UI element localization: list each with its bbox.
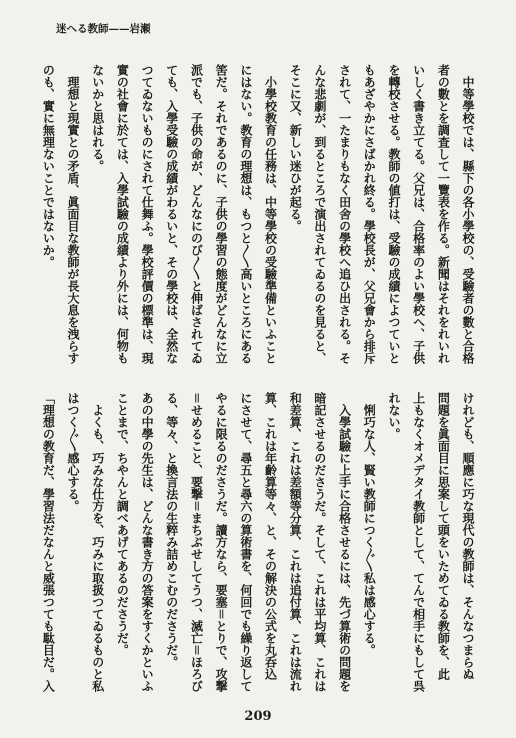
text-column: そこに又、新しい迷ひが起る。: [288, 64, 303, 232]
text-column: 筈だ。それであるのに、子供の學習の態度がどんなに立: [214, 64, 229, 364]
text-column: 中等學校では、縣下の各小學校の、受驗者の數と合格: [461, 64, 475, 364]
text-column: 問題を眞面目に思案して頭をいためてゐる教師を、此: [436, 392, 451, 680]
page-number: 209: [244, 709, 272, 724]
text-column: る、等々、と換言法の生粹み詰めこむのださうだ。: [164, 392, 179, 668]
text-column: けれども、順應に巧な現代の教師は、そんなつまらぬ: [461, 392, 475, 680]
text-column: 「理想の教育だ、學習法だなんと威張つても駄目だ。入: [41, 392, 56, 692]
upper-text-section: [35, 64, 480, 364]
text-column: ても、入學受驗の成績がわるいと、その學校は、全然な: [164, 64, 179, 364]
text-column: よくも、巧みな仕方を、巧みに取扱つてゐるものと私: [90, 392, 105, 692]
text-column: 和差算、これは差額等分算、これは追付算、これは流れ: [288, 392, 303, 692]
text-column: つてゐないものにされて仕舞ふ。學校評價の標準は、現: [140, 64, 155, 364]
text-column: 理想と現實との矛盾、眞面目な教師が長大息を洩らす: [66, 64, 80, 364]
text-column: やるに限るのださうだ。讀方なら、要塞＝とりで、攻撃: [214, 392, 229, 692]
text-column: にはない。教育の理想は、もつと〳〵高いところにある: [238, 64, 253, 364]
text-column: 小學校教育の任務は、中等學校の受驗準備といふこと: [263, 64, 278, 364]
text-column: ＝せめること、要撃＝まちぶせしてうつ、滅亡＝ほろび: [189, 392, 204, 692]
text-column: 暗記させるのださうだ。そして、これは平均算、これは: [312, 392, 327, 692]
text-column: れない。: [386, 392, 401, 440]
text-column: 上もなくオメデタイ教師として、てんで相手にもして呉: [411, 392, 426, 692]
text-column: されて、一たまりもなく田舍の學校へ追ひ出される。そ: [337, 64, 352, 364]
text-column: んな悲劇が、到るところで演出されてゐるのを見ると、: [312, 64, 327, 364]
text-column: いしく書き立てる。父兄は、合格率のよい學校へ、子供: [411, 64, 426, 364]
running-header: 迷へる教師——岩瀬: [56, 23, 151, 35]
text-column: 派でも、子供の命が、どんなにのび〳〵と伸ばされてゐ: [189, 64, 204, 364]
text-column: を轉校させる。教師の値打は、受驗の成績によつていと: [386, 64, 401, 364]
text-column: にさせて、尋五と尋六の算術書を、何回でも繰り返して: [238, 392, 253, 692]
text-column: あの中學の先生は、どんな書き方の答案をすくかといふ: [140, 392, 155, 692]
text-column: 者の數とを調査して一覽表を作る。新聞はそれをれいれ: [436, 64, 451, 364]
text-column: 悧巧な人、賢い教師につく〴〵私は感心する。: [362, 392, 377, 656]
lower-text-section: [35, 392, 480, 692]
text-column: ことまで、ちやんと調べあげてあるのださうだ。: [115, 392, 130, 656]
text-column: 算、これは年齡算等々、と、その解決の公式を丸呑込: [263, 392, 278, 680]
text-column: はつく〴〵感心する。: [66, 392, 80, 512]
text-column: もあざやかにさばかれ終る。學校長が、父兄會から排斥: [362, 64, 377, 364]
text-column: のも、實に無理ないことではないか。: [41, 64, 56, 268]
text-column: ないかと思はれる。: [90, 64, 105, 172]
text-column: 入學試驗に上手に合格させるには、先づ算術の問題を: [337, 392, 352, 692]
text-column: 實の社會に於ては、入學試驗の成績より外には、何物も: [115, 64, 130, 364]
